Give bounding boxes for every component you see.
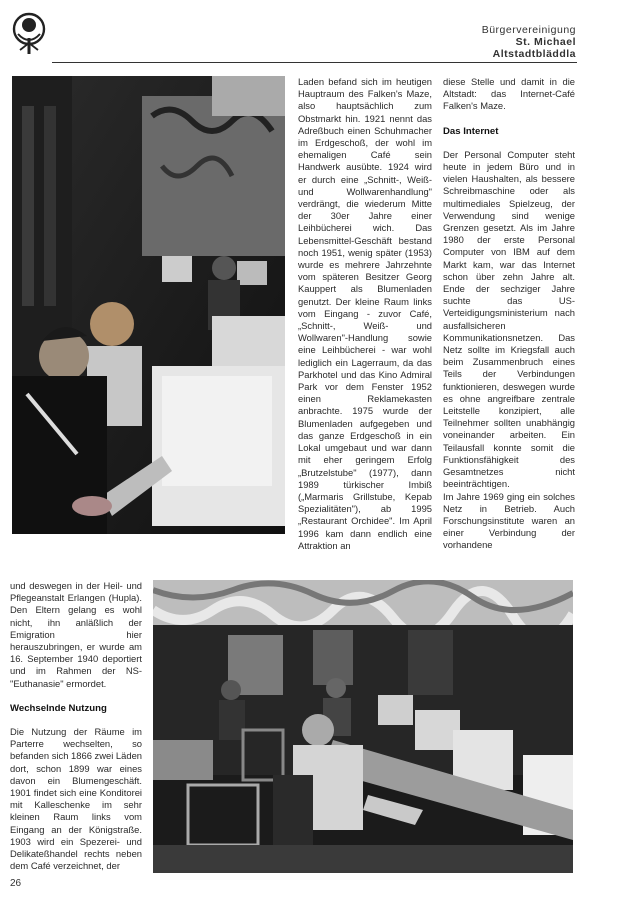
photo-internet-cafe-top (12, 76, 285, 534)
section-heading-internet: Das Internet (443, 125, 499, 137)
header-rule (52, 62, 577, 63)
page-number: 26 (10, 878, 22, 889)
article-column-1 (10, 580, 142, 872)
article-column-2 (298, 76, 432, 552)
header-line-1: Bürgervereinigung (481, 24, 576, 36)
article-paragraph: Der Personal Computer steht heute in jedem Büro und in vielen Haushalten, als bessere Schreibmaschine oder als multimediales Spielzeug, der Verwendung sind wenige Grenzen gesetzt. Als im Jahre 1980 der erste Personal Computer von IBM auf dem Markt kam, war das Internet schon über zehn Jahre alt. Ende der sechziger Jahre suchte das US-Verteidigungsministerium nach ausfallsicheren Kommunikationsnetzen. Das Netz sollte im Kriegsfall auch beim Zusammenbruch eines Teils der Verbindungen funktionieren, deswegen wurde es ohne angreifbare zentrale Leitstelle konzipiert, alle Teilnehmer sollten unabhängig voneinander arbeiten. Ein Teilausfall konnte somit die Funktionsfähigkeit des Gesamtnetzes nicht beeinträchtigen. (443, 148, 575, 490)
photo-internet-cafe-bottom (153, 580, 573, 873)
section-heading-wechselnde-nutzung: Wechselnde Nutzung (10, 702, 107, 714)
article-paragraph: und deswegen in der Heil- und Pflegeanstalt Erlangen (Hupla). Den Eltern gelang es wohl nicht, ihn anläßlich der Emigration hier herauszubringen, er wurde am 16. September 1940 deportiert und im Rahmen der NS-"Euthanasie" ermordet. (10, 580, 142, 689)
header-line-3: Altstadtbläddla (492, 48, 576, 60)
header-line-2: St. Michael (515, 36, 576, 48)
association-emblem-icon (10, 12, 48, 56)
article-paragraph: Laden befand sich im heutigen Hauptraum des Falken's Maze, also hauptsächlich zum Obstmarkt hin. 1921 nennt das Adreßbuch einen Schuhmacher im Erdgeschoß, der wohl im ehemaligen Café sein Handwerk ausübte. 1924 wird er durch eine „Schnitt-, Weiß- und Wollwarenhandlung" verdrängt, die wiederum Mitte der 30er Jahre einer Leihbücherei wich. Das Lebensmittel-Geschäft bestand noch 1951, wenig später (1953) wurde es mehrere Jahrzehnte vom späteren Besitzer Georg Kauppert als Blumenladen genutzt. Der kleine Raum links vom Eingang - zuvor Café, „Schnitt-, Weiß- und Wollwaren"-Handlung sowie eine Leihbücherei - war wohl lediglich ein Lagerraum, da das Parkhotel und das Kino Admiral Park vor dem Fenster 1952 einen Reklamekasten anbrachte. 1975 wurde der Blumenladen aufgegeben und das ganze Erdgeschoß in ein Lokal umgebaut und war dann mit eher geringem Erfolg „Brutzelstube" (1977), dann 1989 türkischer Imbiß („Marmaris Grillstube, Kepab Spezialitäten"), ab 1995 „Restaurant Orchidee". Im April 1996 kam dann endlich eine Attraktion an (298, 76, 432, 551)
article-paragraph: Im Jahre 1969 ging ein solches Netz in Betrieb. Auch Forschungsinstitute waren an einer Verbindung der vorhandene (443, 490, 575, 551)
article-paragraph: diese Stelle und damit in die Altstadt: das Internet-Café Falken's Maze. (443, 76, 575, 112)
article-paragraph: Die Nutzung der Räume im Parterre wechselten, so befanden sich 1866 zwei Läden dort, schon 1899 war eines davon ein Blumengeschäft. 1901 findet sich eine Konditorei mit Kalleschenke im sehr kleinen Raum links vom Eingang an der Königstraße. 1903 wird ein Spezerei- und Delikateßhandel rechts neben dem Café verzeichnet, der (10, 726, 142, 872)
publication-header (482, 24, 576, 60)
article-column-3 (443, 76, 575, 552)
